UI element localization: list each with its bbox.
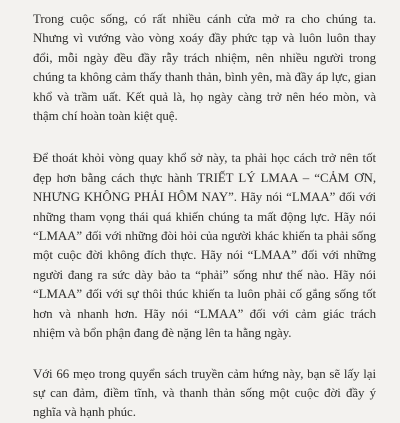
- paragraph-intro: Trong cuộc sống, có rất nhiều cánh cửa mở ra cho chúng ta. Nhưng vì vướng vào vòng xoáy đầy phức tạp và luôn luôn thay đổi, mỗi ngày đều đầy rẫy trách nhiệm, nên nhiều người trong chúng ta không cảm thấy thanh thản, bình yên, mà đầy áp lực, gian khổ và trầm uất. Kết quả là, họ ngày càng trở nên héo mòn, và thậm chí hoàn toàn kiệt quệ.: [33, 12, 376, 124]
- paragraph-lmaa-philosophy: Để thoát khỏi vòng quay khổ sở này, ta phải học cách trở nên tốt đẹp hơn bằng cách thực hành TRIẾT LÝ LMAA – “CẢM ƠN, NHƯNG KHÔNG PHẢI HÔM NAY”. Hãy nói “LMAA” đối với những tham vọng thái quá khiến chúng ta mất động lực. Hãy nói “LMAA” đối với những đòi hỏi của người khác khiến ta phải sống một cuộc đời không đích thực. Hãy nói “LMAA” đối với những người đang ra sức dày bảo ta “phải” sống như thế nào. Hãy nói “LMAA” đối với sự thôi thúc khiến ta luôn phải cố gắng sống tốt hơn và nhanh hơn. Hãy nói “LMAA” đối với cảm giác trách nhiệm và bổn phận đang đè nặng lên ta hằng ngày.: [33, 151, 376, 341]
- paragraph-conclusion: Với 66 mẹo trong quyển sách truyền cảm hứng này, bạn sẽ lấy lại sự can đảm, điềm tĩnh, và thanh thản sống một cuộc đời đầy ý nghĩa và hạnh phúc.: [33, 366, 376, 420]
